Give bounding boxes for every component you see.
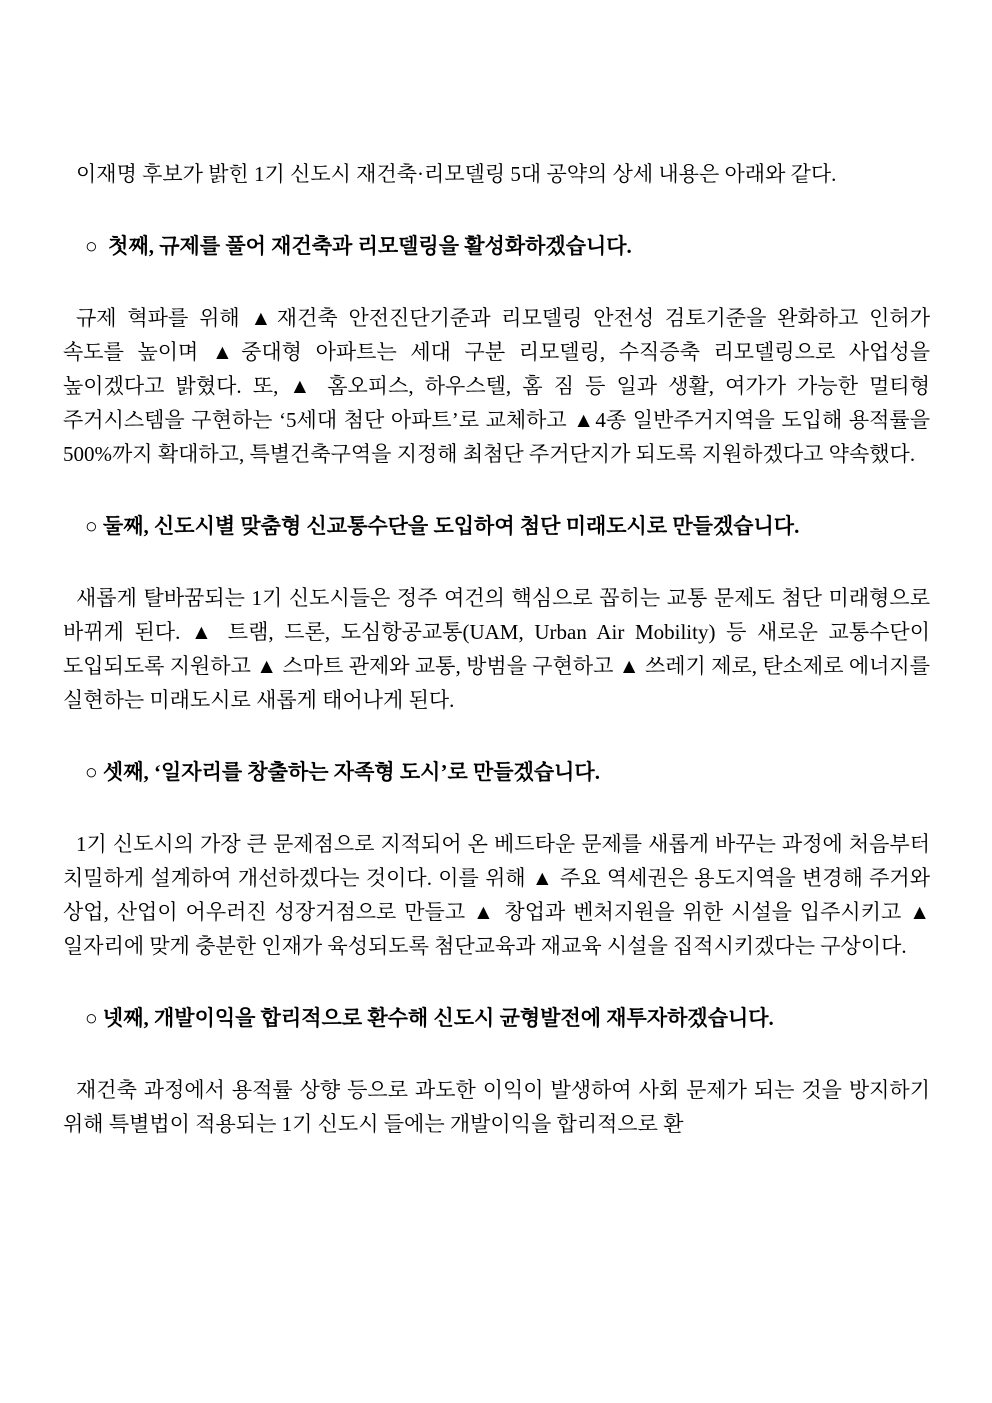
pledge-heading-fourth: ○ 넷째, 개발이익을 합리적으로 환수해 신도시 균형발전에 재투자하겠습니다.	[85, 1006, 774, 1030]
document-body	[63, 157, 930, 1141]
pledge-body-second: 새롭게 탈바꿈되는 1기 신도시들은 정주 여건의 핵심으로 꼽히는 교통 문제도 첨단 미래형으로 바뀌게 된다. ▲ 트램, 드론, 도심항공교통(UAM, Urban Air Mobility) 등 새로운 교통수단이 도입되도록 지원하고 ▲ 스마트 관제와 교통, 방범을 구현하고 ▲ 쓰레기 제로, 탄소제로 에너지를 실현하는 미래도시로 새롭게 태어나게 된다.	[63, 586, 930, 712]
pledge-heading-first: ○ 첫째, 규제를 풀어 재건축과 리모델링을 활성화하겠습니다.	[85, 234, 632, 258]
pledge-body-third: 1기 신도시의 가장 큰 문제점으로 지적되어 온 베드타운 문제를 새롭게 바꾸는 과정에 처음부터 치밀하게 설계하여 개선하겠다는 것이다. 이를 위해 ▲ 주요 역세권은 용도지역을 변경해 주거와 상업, 산업이 어우러진 성장거점으로 만들고 ▲ 창업과 벤처지원을 위한 시설을 입주시키고 ▲ 일자리에 맞게 충분한 인재가 육성되도록 첨단교육과 재교육 시설을 집적시키겠다는 구상이다.	[63, 832, 930, 958]
intro-paragraph: 이재명 후보가 밝힌 1기 신도시 재건축·리모델링 5대 공약의 상세 내용은 아래와 같다.	[76, 162, 837, 186]
pledge-body-first: 규제 혁파를 위해 ▲재건축 안전진단기준과 리모델링 안전성 검토기준을 완화하고 인허가 속도를 높이며 ▲중대형 아파트는 세대 구분 리모델링, 수직증축 리모델링으로 사업성을 높이겠다고 밝혔다. 또, ▲ 홈오피스, 하우스텔, 홈 짐 등 일과 생활, 여가가 가능한 멀티형 주거시스템을 구현하는 ‘5세대 첨단 아파트’로 교체하고 ▲4종 일반주거지역을 도입해 용적률을 500%까지 확대하고, 특별건축구역을 지정해 최첨단 주거단지가 되도록 지원하겠다고 약속했다.	[63, 306, 930, 466]
pledge-body-fourth: 재건축 과정에서 용적률 상향 등으로 과도한 이익이 발생하여 사회 문제가 되는 것을 방지하기 위해 특별법이 적용되는 1기 신도시 들에는 개발이익을 합리적으로 환	[63, 1078, 930, 1136]
pledge-heading-second: ○ 둘째, 신도시별 맞춤형 신교통수단을 도입하여 첨단 미래도시로 만들겠습니다.	[85, 514, 800, 538]
pledge-heading-third: ○ 셋째, ‘일자리를 창출하는 자족형 도시’로 만들겠습니다.	[85, 760, 600, 784]
